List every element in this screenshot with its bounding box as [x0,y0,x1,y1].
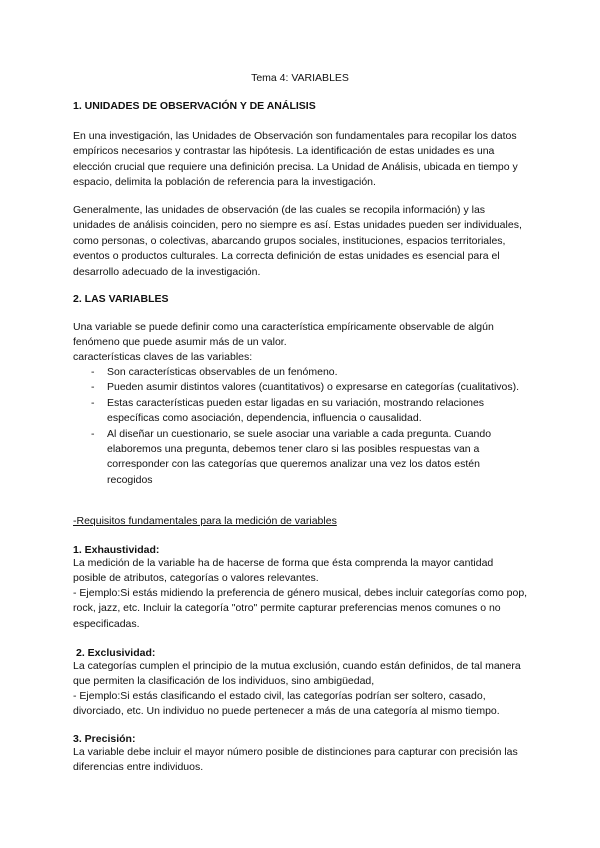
list-item-text: Estas características pueden estar ligadas en su variación, mostrando relaciones específicas como asociación, dependencia, influencia o causalidad. [107,396,485,425]
list-item: - Al diseñar un cuestionario, se suele asociar una variable a cada pregunta. Cuando elaboremos una pregunta, debemos tener claro si las posibles respuestas van a corresponder con las categorías que queremos analizar una vez los datos estén recogidos [91,427,492,486]
requirement-1-text: La medición de la variable ha de hacerse de forma que ésta comprenda la mayor cantidad posible de atributos, categorías o valores relevantes. [73,557,494,585]
list-item: - Pueden asumir distintos valores (cuantitativos) o expresarse en categorías (cualitativos). [91,381,520,394]
requirement-1-example: - Ejemplo:Si estás midiendo la preferencia de género musical, debes incluir categorías como pop, rock, jazz, etc. Incluir la categoría "otro" permite capturar preferencias menos comunes o no especificadas. [73,587,528,630]
list-item: - Estas características pueden estar ligadas en su variación, mostrando relaciones específicas como asociación, dependencia, influencia o causalidad. [91,396,485,425]
list-item-text: Al diseñar un cuestionario, se suele asociar una variable a cada pregunta. Cuando elaboremos una pregunta, debemos tener claro si las posibles respuestas van a corresponder con las categorías que queremos analizar una vez los datos estén recogidos [107,427,492,486]
list-item: - Son características observables de un fenómeno. [91,366,338,378]
key-characteristics-label: características claves de las variables: [73,351,253,363]
section-1-paragraph-1: En una investigación, las Unidades de Observación son fundamentales para recopilar los datos empíricos necesarios y contrastar las hipótesis. La identificación de estas unidades es una elección crucial que requiere una definición precisa. La Unidad de Análisis, ubicada en tiempo y espacio, delimita la población de referencia para la investigación. [73,130,518,189]
requirement-2-text: La categorías cumplen el principio de la mutua exclusión, cuando están definidos, de tal manera que permiten la clasificación de los individuos, sino ambigüedad, [73,660,521,688]
list-item-text: Son características observables de un fenómeno. [107,366,338,378]
requirement-2-heading: 2. Exclusividad: [76,647,156,659]
section-1-heading: 1. UNIDADES DE OBSERVACIÓN Y DE ANÁLISIS [73,100,316,112]
section-2-heading: 2. LAS VARIABLES [73,293,169,305]
document-title: Tema 4: VARIABLES [251,72,349,84]
variable-definition: Una variable se puede definir como una característica empíricamente observable de algún fenómeno que puede asumir más de un valor. [73,321,494,349]
requirements-subheading: -Requisitos fundamentales para la medición de variables [73,515,337,527]
requirement-2-example: - Ejemplo:Si estás clasificando el estado civil, las categorías podrían ser soltero, casado, divorciado, etc. Un individuo no puede pertenecer a más de una categoría al mismo tiempo. [73,690,500,718]
characteristics-list [73,365,528,488]
section-1-paragraph-2: Generalmente, las unidades de observación (de las cuales se recopila información) y las unidades de análisis coinciden, pero no siempre es así. Estas unidades pueden ser individuales, como personas, o colectivas, abarcando grupos sociales, instituciones, espacios territoriales, eventos o productos culturales. La correcta definición de estas unidades es esencial para el desarrollo adecuado de la investigación. [73,204,522,278]
requirement-3-heading: 3. Precisión: [73,733,136,745]
requirement-3-text: La variable debe incluir el mayor número posible de distinciones para capturar con precisión las diferencias entre individuos. [73,746,518,774]
requirement-1-heading: 1. Exhaustividad: [73,544,160,556]
list-item-text: Pueden asumir distintos valores (cuantitativos) o expresarse en categorías (cualitativos). [107,381,520,394]
